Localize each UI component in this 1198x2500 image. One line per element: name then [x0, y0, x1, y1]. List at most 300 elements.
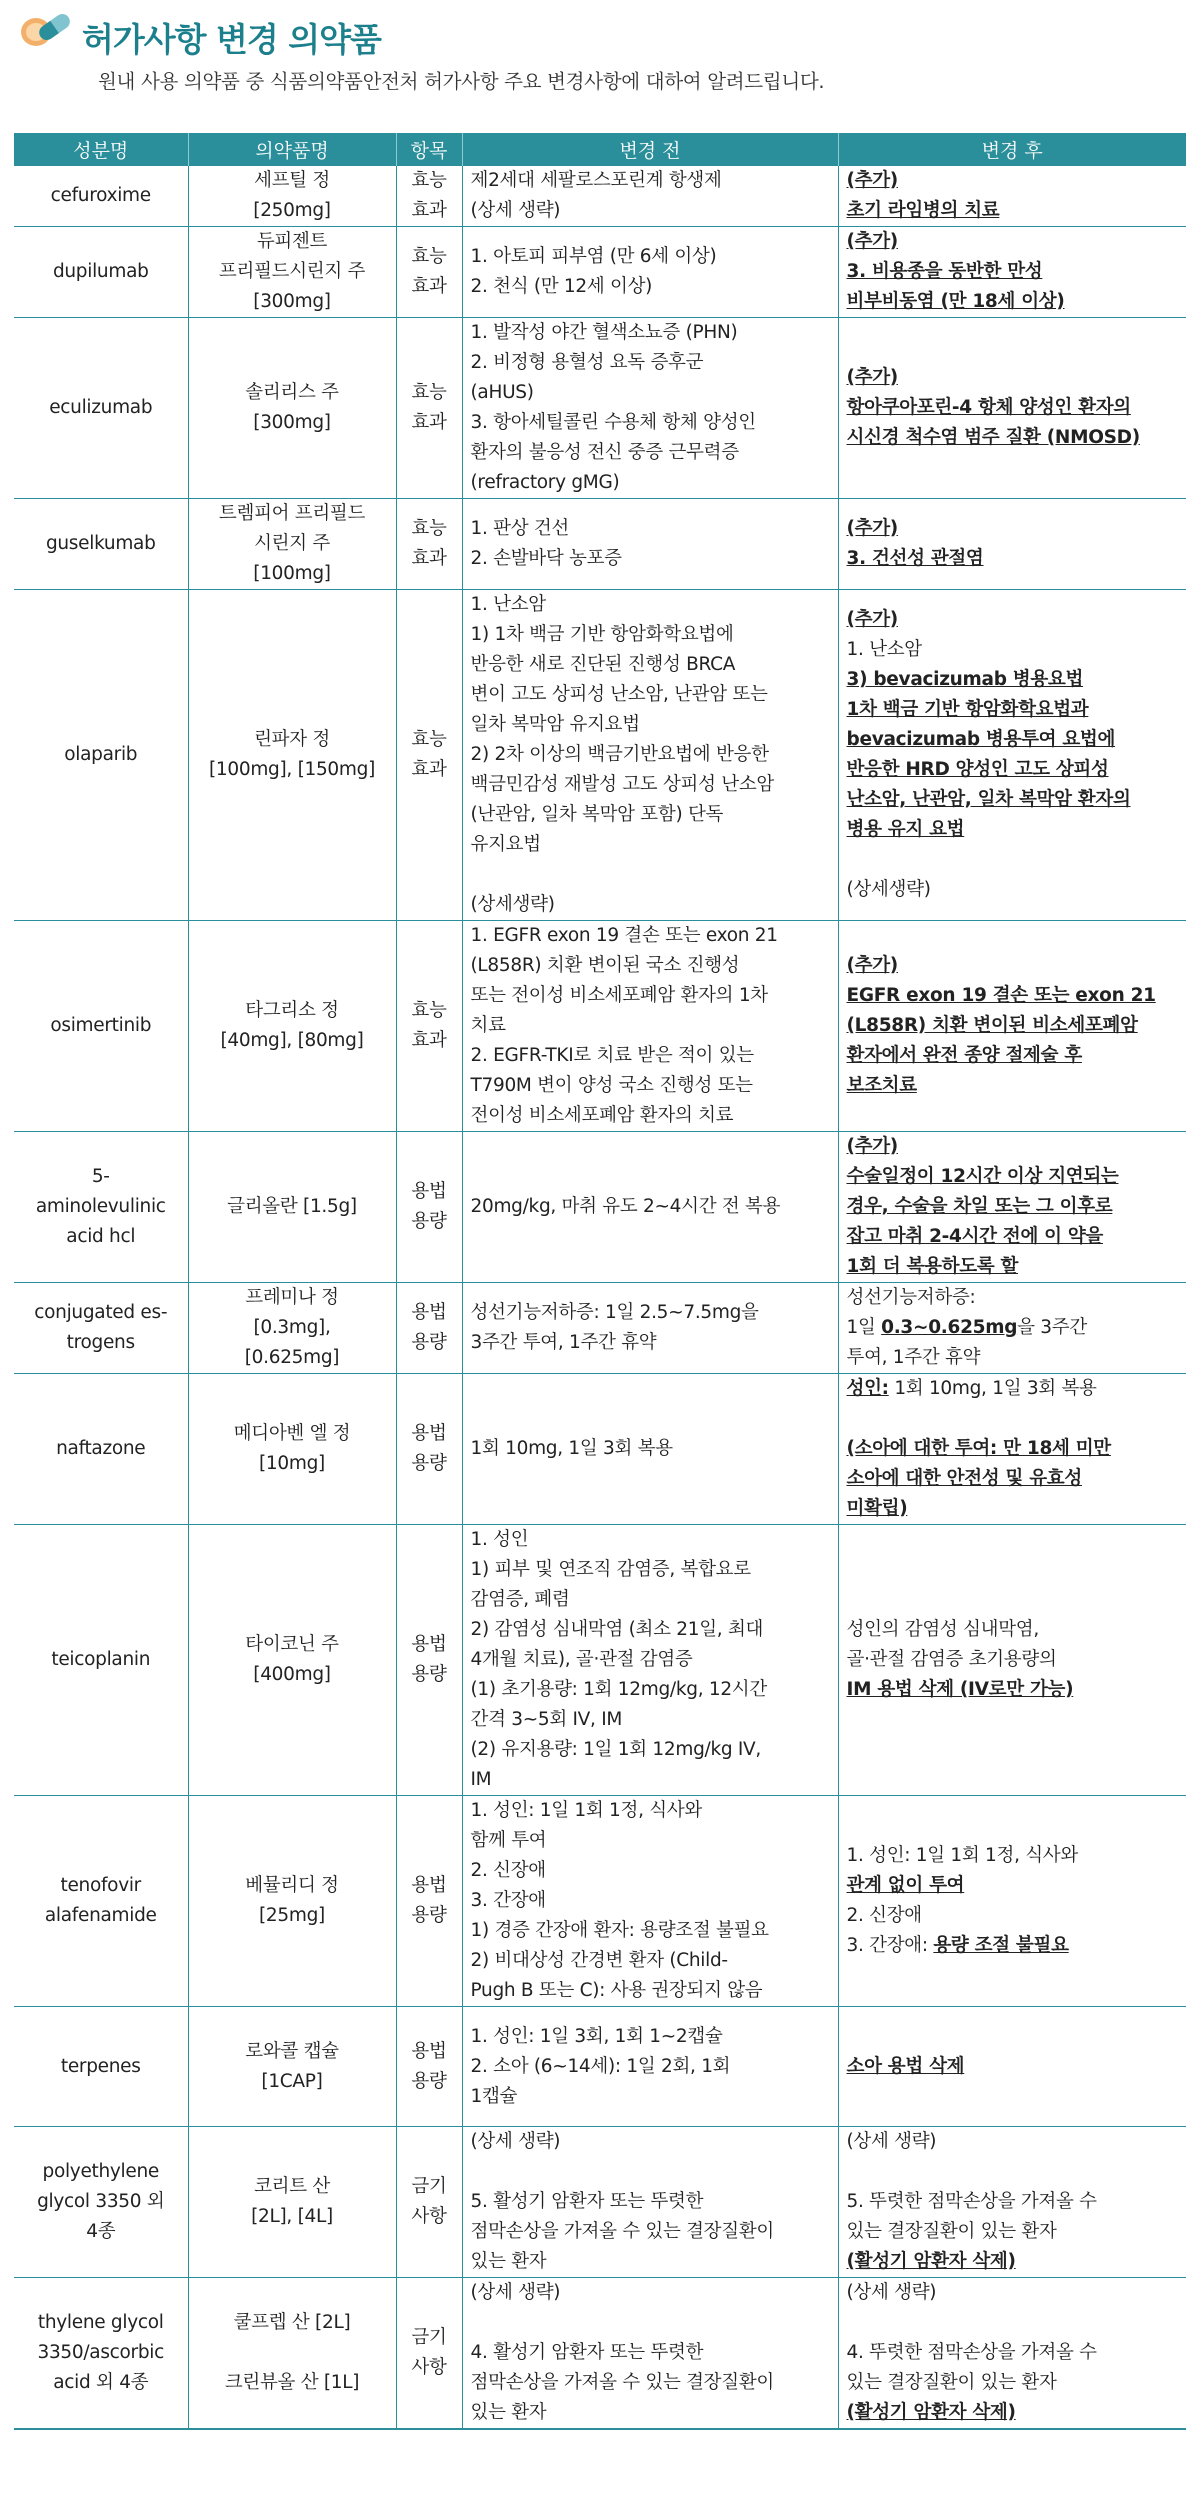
cell-line: 용량	[411, 1905, 447, 1926]
cell-line: (상세 생략)	[846, 2282, 937, 2303]
after-cell	[838, 499, 1186, 590]
cell-line: 점막손상을 가져올 수 있는 결장질환이	[470, 2221, 774, 2242]
cell-line: [40mg], [80mg]	[220, 1030, 364, 1051]
cell-line: 5. 뚜렷한 점막손상을 가져올 수	[846, 2191, 1097, 2212]
after-cell	[838, 1132, 1186, 1283]
ingredient-cell	[14, 1374, 188, 1525]
cell-line: [300mg]	[253, 291, 331, 312]
cell-line: 용법	[411, 1302, 447, 1323]
after-cell	[838, 227, 1186, 318]
before-cell	[462, 1374, 838, 1525]
ingredient-cell	[14, 1132, 188, 1283]
cell-line: 골·관절 감염증 초기용량의	[846, 1649, 1057, 1670]
cell-line	[847, 1841, 1179, 1871]
cell-line: 메디아벤 엘 정	[233, 1423, 351, 1444]
cell-line: osimertinib	[50, 1015, 152, 1036]
item-cell	[396, 499, 462, 590]
cell-line: (1) 초기용량: 1회 12mg/kg, 12시간	[470, 1679, 767, 1700]
cell-line: 환자에서 완전 종양 절제술 후	[846, 1045, 1082, 1066]
cell-line: (상세생략)	[846, 879, 931, 900]
product-cell	[188, 499, 396, 590]
cell-line: [0.625mg]	[244, 1347, 340, 1368]
cell-line: glycol 3350 외	[37, 2191, 165, 2212]
cell-line	[471, 2308, 830, 2338]
cell-line: 효능	[411, 729, 447, 750]
cell-line: 난소암, 난관암, 일차 복막암 환자의	[846, 789, 1131, 810]
cell-line: 용량	[411, 2070, 447, 2092]
cell-line: 린파자 정	[254, 729, 330, 750]
cell-line: conjugated es-	[34, 1302, 168, 1323]
cell-line: IM 용법 삭제 (IV로만 가능)	[846, 1679, 1074, 1700]
cell-line: 3) bevacizumab 병용요법	[846, 669, 1084, 690]
cell-line: 항아쿠아포린-4 항체 양성인 환자의	[846, 397, 1131, 418]
cell-line: 비부비동염 (만 18세 이상)	[846, 291, 1065, 312]
cell-line: 프리필드시린지 주	[218, 261, 366, 282]
after-cell	[838, 2127, 1186, 2278]
cell-line: 베뮬리디 정	[245, 1875, 339, 1896]
cell-line: 1) 경증 간장애 환자: 용량조절 불필요	[470, 1920, 769, 1941]
cell-line	[847, 1464, 1179, 1494]
cell-line: 솔리리스 주	[245, 382, 339, 403]
ingredient-cell	[14, 166, 188, 227]
cell-line: [1CAP]	[261, 2070, 323, 2092]
cell-line: (추가)	[846, 609, 898, 630]
cell-line: 1. 성인: 1일 1회 1정, 식사와	[470, 1800, 702, 1821]
cell-line	[847, 1404, 1179, 1434]
cell-line: 효과	[411, 276, 447, 297]
after-cell	[838, 590, 1186, 921]
cell-line: alafenamide	[44, 1905, 157, 1926]
cell-segment: 3. 간장애:	[846, 1935, 934, 1956]
item-cell	[396, 227, 462, 318]
cell-line: [2L], [4L]	[251, 2206, 333, 2227]
cell-line: 3350/ascorbic	[37, 2342, 165, 2363]
cell-line: 효능	[411, 246, 447, 267]
cell-line: 2. 손발바닥 농포증	[470, 548, 622, 569]
cell-line: polyethylene	[42, 2161, 159, 2182]
table-row	[14, 318, 1186, 499]
cell-line	[471, 860, 830, 890]
cell-line: 1회 더 복용하도록 할	[846, 1256, 1019, 1277]
cell-line: 트렘피어 프리필드	[218, 503, 366, 524]
after-cell	[838, 1525, 1186, 1796]
cell-line: dupilumab	[52, 261, 149, 282]
product-cell	[188, 318, 396, 499]
ingredient-cell	[14, 1283, 188, 1374]
table-row	[14, 1796, 1186, 2007]
cell-line: 효과	[411, 759, 447, 780]
cell-line: 코리트 산	[254, 2176, 330, 2197]
cell-line: 점막손상을 가져올 수 있는 결장질환이	[470, 2372, 774, 2393]
cell-line: 용량	[411, 1332, 447, 1353]
ingredient-cell	[14, 1796, 188, 2007]
cell-line: 1. 성인	[470, 1529, 529, 1550]
change-table	[14, 133, 1186, 2430]
cell-line: acid hcl	[66, 1226, 136, 1247]
product-cell	[188, 1283, 396, 1374]
cell-line: (상세 생략)	[846, 2131, 937, 2152]
cell-line: 1) 1차 백금 기반 항암화학요법에	[470, 624, 734, 645]
cell-line: 2) 비대상성 간경변 환자 (Child-	[470, 1950, 728, 1971]
cell-line: 있는 결장질환이 있는 환자	[846, 2372, 1057, 2393]
product-cell	[188, 1374, 396, 1525]
cell-line: 있는 환자	[470, 2402, 547, 2423]
cell-line: thylene glycol	[37, 2312, 164, 2333]
before-cell	[462, 499, 838, 590]
page-subtitle: 원내 사용 의약품 중 식품의약품안전처 허가사항 주요 변경사항에 대하여 알려드립니다.	[98, 70, 825, 93]
item-cell	[396, 166, 462, 227]
cell-line: 1. 난소암	[470, 594, 546, 615]
cell-line: T790M 변이 양성 국소 진행성 또는	[470, 1075, 753, 1096]
col-header-item: 항목	[396, 133, 462, 166]
cell-line	[197, 2338, 388, 2368]
cell-line: [400mg]	[253, 1664, 331, 1685]
product-cell	[188, 2278, 396, 2430]
item-cell	[396, 1374, 462, 1525]
cell-line: 성인의 감염성 심내막염,	[846, 1619, 1039, 1640]
before-cell	[462, 318, 838, 499]
after-cell	[838, 1283, 1186, 1374]
cell-line: 보조치료	[846, 1075, 917, 1096]
table-row	[14, 2127, 1186, 2278]
cell-segment: 투여, 1주간 휴약	[846, 1347, 981, 1368]
ingredient-cell	[14, 921, 188, 1132]
cell-line: (활성기 암환자 삭제)	[846, 2251, 1016, 2272]
before-cell	[462, 590, 838, 921]
cell-line	[847, 2308, 1179, 2338]
product-cell	[188, 921, 396, 1132]
ingredient-cell	[14, 2278, 188, 2430]
cell-line: 환자의 불응성 전신 중증 근무력증	[470, 442, 739, 463]
cell-segment: 성인:	[846, 1378, 889, 1399]
cell-line: tenofovir	[60, 1875, 141, 1896]
cell-segment: 2. 신장애	[846, 1905, 922, 1926]
pill-capsule-icon	[14, 6, 76, 54]
cell-line: 시신경 척수염 범주 질환 (NMOSD)	[846, 427, 1140, 448]
cell-segment: 관계 없이 투여	[846, 1875, 965, 1896]
cell-line: 글리올란 [1.5g]	[227, 1196, 357, 1217]
cell-line: 용량	[411, 1453, 447, 1474]
item-cell	[396, 1283, 462, 1374]
cell-segment: (소아에 대한 투여: 만 18세 미만	[846, 1438, 1111, 1459]
cell-segment: 0.3~0.625mg	[881, 1317, 1018, 1338]
cell-line: 1. EGFR exon 19 결손 또는 exon 21	[470, 925, 778, 946]
cell-line: 백금민감성 재발성 고도 상피성 난소암	[470, 774, 774, 795]
cell-line: 시린지 주	[254, 533, 330, 554]
table-header-row	[14, 133, 1186, 166]
ingredient-cell	[14, 2007, 188, 2127]
cell-line: 3. 간장애	[470, 1890, 546, 1911]
item-cell	[396, 318, 462, 499]
item-cell	[396, 1525, 462, 1796]
cell-line: Pugh B 또는 C): 사용 권장되지 않음	[470, 1980, 763, 2001]
before-cell	[462, 1132, 838, 1283]
cell-line: (상세 생략)	[470, 2131, 561, 2152]
cell-line: 세프틸 정	[254, 170, 330, 191]
page-title: 허가사항 변경 의약품	[82, 20, 381, 59]
cell-line: 크린뷰올 산 [1L]	[224, 2372, 360, 2393]
cell-line: bevacizumab 병용투여 요법에	[846, 729, 1116, 750]
cell-line: [100mg]	[253, 563, 331, 584]
cell-line	[847, 1313, 1179, 1343]
cell-segment: 소아에 대한 안전성 및 유효성	[846, 1468, 1082, 1489]
ingredient-cell	[14, 2127, 188, 2278]
cell-line: 병용 유지 요법	[846, 819, 965, 840]
cell-line: (L858R) 치환 변이된 비소세포폐암	[846, 1015, 1138, 1036]
cell-line: (난관암, 일차 복막암 포함) 단독	[470, 804, 724, 825]
cell-line	[847, 1283, 1179, 1313]
cell-line	[847, 845, 1179, 875]
cell-line: 치료	[470, 1015, 506, 1036]
cell-line: 쿨프렙 산 [2L]	[233, 2312, 351, 2333]
product-cell	[188, 166, 396, 227]
cell-line: 용법	[411, 1875, 447, 1896]
cell-line: 3. 항아세틸콜린 수용체 항체 양성인	[470, 412, 756, 433]
cell-line: 5. 활성기 암환자 또는 뚜렷한	[470, 2191, 704, 2212]
cell-line: 소아 용법 삭제	[846, 2055, 965, 2077]
cell-line	[847, 1901, 1179, 1931]
cell-line: 4. 뚜렷한 점막손상을 가져올 수	[846, 2342, 1097, 2363]
before-cell	[462, 921, 838, 1132]
item-cell	[396, 590, 462, 921]
cell-line: (추가)	[846, 231, 898, 252]
cell-line	[847, 1931, 1179, 1961]
cell-line	[471, 2157, 830, 2187]
cell-line: [250mg]	[253, 200, 331, 221]
cell-line: 2. 비정형 용혈성 요독 증후군	[470, 352, 704, 373]
table-row	[14, 1132, 1186, 1283]
table-row	[14, 1374, 1186, 1525]
cell-line: olaparib	[64, 744, 138, 765]
ingredient-cell	[14, 318, 188, 499]
cell-line: 금기	[411, 2176, 447, 2197]
ingredient-cell	[14, 590, 188, 921]
table-row	[14, 166, 1186, 227]
ingredient-cell	[14, 227, 188, 318]
cell-line	[847, 2157, 1179, 2187]
cell-line: 1. 난소암	[846, 639, 922, 660]
cell-line: acid 외 4종	[53, 2372, 149, 2393]
cell-line: 함께 투여	[470, 1830, 547, 1851]
cell-line: 1. 성인: 1일 3회, 1회 1~2캡슐	[470, 2025, 723, 2047]
cell-line: 효과	[411, 412, 447, 433]
before-cell	[462, 2007, 838, 2127]
cell-line: 효능	[411, 170, 447, 191]
before-cell	[462, 227, 838, 318]
after-cell	[838, 1374, 1186, 1525]
cell-line: 경우, 수술을 차일 또는 그 이후로	[846, 1196, 1113, 1217]
cell-line: 사항	[411, 2206, 447, 2227]
cell-line: 1. 판상 건선	[470, 518, 569, 539]
after-cell	[838, 2007, 1186, 2127]
cell-line: 용법	[411, 2040, 447, 2062]
cell-line: (상세 생략)	[470, 200, 561, 221]
cell-line: [10mg]	[259, 1453, 325, 1474]
product-cell	[188, 2007, 396, 2127]
cell-line: (활성기 암환자 삭제)	[846, 2402, 1016, 2423]
cell-line: 용법	[411, 1181, 447, 1202]
product-cell	[188, 227, 396, 318]
cell-line: 1캡슐	[470, 2085, 518, 2107]
cell-line: (추가)	[846, 518, 898, 539]
cell-line: 있는 환자	[470, 2251, 547, 2272]
cell-line: 2) 2차 이상의 백금기반요법에 반응한	[470, 744, 769, 765]
cell-line: naftazone	[56, 1438, 146, 1459]
cell-line: (추가)	[846, 367, 898, 388]
cell-line	[847, 1343, 1179, 1373]
cell-line: 반응한 HRD 양성인 고도 상피성	[846, 759, 1109, 780]
cell-line: 타이코닌 주	[245, 1634, 339, 1655]
cell-line: teicoplanin	[51, 1649, 151, 1670]
cell-line: 3. 비용종을 동반한 만성	[846, 261, 1043, 282]
after-cell	[838, 1796, 1186, 2007]
cell-line: [100mg], [150mg]	[209, 759, 375, 780]
col-header-before: 변경 전	[462, 133, 838, 166]
cell-line: [300mg]	[253, 412, 331, 433]
cell-line: (추가)	[846, 1136, 898, 1157]
cell-line: 1차 백금 기반 항암화학요법과	[846, 699, 1089, 720]
cell-line: 잡고 마취 2-4시간 전에 이 약을	[846, 1226, 1104, 1247]
after-cell	[838, 921, 1186, 1132]
cell-line: 4개월 치료), 골·관절 감염증	[470, 1649, 693, 1670]
cell-line: 효과	[411, 1030, 447, 1051]
cell-line: 4종	[86, 2221, 116, 2242]
cell-line: 듀피젠트	[256, 231, 328, 252]
cell-segment: 용량 조절 불필요	[933, 1935, 1069, 1956]
cell-line: 프레미나 정	[245, 1287, 339, 1308]
cell-line: 1. 발작성 야간 혈색소뇨증 (PHN)	[470, 322, 738, 343]
cell-line: 용법	[411, 1634, 447, 1655]
cell-line: 초기 라임병의 치료	[846, 200, 1000, 221]
cell-line: (상세생략)	[470, 894, 555, 915]
cell-line: 수술일정이 12시간 이상 지연되는	[846, 1166, 1119, 1187]
item-cell	[396, 1132, 462, 1283]
cell-line: 용법	[411, 1423, 447, 1444]
cell-line: 있는 결장질환이 있는 환자	[846, 2221, 1057, 2242]
cell-segment: 1일	[846, 1317, 882, 1338]
cell-line: 간격 3~5회 IV, IM	[470, 1709, 623, 1730]
cell-line: 효능	[411, 1000, 447, 1021]
product-cell	[188, 1132, 396, 1283]
cell-line: [0.3mg],	[253, 1317, 331, 1338]
cell-line: 효능	[411, 382, 447, 403]
item-cell	[396, 2007, 462, 2127]
cell-line: 사항	[411, 2357, 447, 2378]
table-row	[14, 2007, 1186, 2127]
cell-line	[847, 1871, 1179, 1901]
cell-line: 용량	[411, 1211, 447, 1232]
cell-line	[847, 1494, 1179, 1524]
cell-line: EGFR exon 19 결손 또는 exon 21	[846, 985, 1156, 1006]
cell-line: 변이 고도 상피성 난소암, 난관암 또는	[470, 684, 768, 705]
table-row	[14, 227, 1186, 318]
after-cell	[838, 166, 1186, 227]
cell-line: 성선기능저하증: 1일 2.5~7.5mg을	[470, 1302, 759, 1323]
cell-line: 3. 건선성 관절염	[846, 548, 984, 569]
cell-line: guselkumab	[45, 533, 156, 554]
header	[0, 0, 1198, 110]
cell-line: 타그리소 정	[245, 1000, 339, 1021]
cell-line: 효과	[411, 548, 447, 569]
product-cell	[188, 2127, 396, 2278]
before-cell	[462, 2278, 838, 2430]
cell-line: 2. 신장애	[470, 1860, 546, 1881]
after-cell	[838, 2278, 1186, 2430]
cell-line: (상세 생략)	[470, 2282, 561, 2303]
table-row	[14, 1525, 1186, 1796]
cell-line	[847, 1434, 1179, 1464]
table-row	[14, 590, 1186, 921]
item-cell	[396, 1796, 462, 2007]
cell-line: 제2세대 세팔로스포린계 항생제	[470, 170, 722, 191]
cell-line: (추가)	[846, 955, 898, 976]
cell-line: 금기	[411, 2327, 447, 2348]
cell-line: (추가)	[846, 170, 898, 191]
cell-line: 2. EGFR-TKI로 치료 받은 적이 있는	[470, 1045, 754, 1066]
col-header-ingredient: 성분명	[14, 133, 188, 166]
item-cell	[396, 921, 462, 1132]
cell-segment: 을 3주간	[1017, 1317, 1087, 1338]
table-row	[14, 499, 1186, 590]
cell-line: (refractory gMG)	[470, 472, 620, 493]
cell-line: 효능	[411, 518, 447, 539]
cell-line: eculizumab	[49, 397, 153, 418]
before-cell	[462, 166, 838, 227]
cell-line: terpenes	[60, 2055, 141, 2077]
product-cell	[188, 1525, 396, 1796]
table-row	[14, 1283, 1186, 1374]
cell-line: 또는 전이성 비소세포폐암 환자의 1차	[470, 985, 768, 1006]
table-body	[14, 166, 1186, 2430]
cell-line: 1회 10mg, 1일 3회 복용	[470, 1438, 673, 1459]
after-cell	[838, 318, 1186, 499]
cell-line: 유지요법	[470, 834, 541, 855]
product-cell	[188, 590, 396, 921]
before-cell	[462, 2127, 838, 2278]
cell-line	[847, 1374, 1179, 1404]
cell-line: (aHUS)	[470, 382, 534, 403]
cell-line: (2) 유지용량: 1일 1회 12mg/kg IV,	[470, 1739, 761, 1760]
cell-segment: 미확립)	[846, 1498, 908, 1519]
cell-line: 4. 활성기 암환자 또는 뚜렷한	[470, 2342, 704, 2363]
cell-line: 2) 감염성 심내막염 (최소 21일, 최대	[470, 1619, 764, 1640]
cell-line: 20mg/kg, 마취 유도 2~4시간 전 복용	[470, 1196, 781, 1217]
cell-line: 일차 복막암 유지요법	[470, 714, 640, 735]
table-row	[14, 2278, 1186, 2430]
cell-line: 전이성 비소세포폐암 환자의 치료	[470, 1105, 734, 1126]
cell-line: 용량	[411, 1664, 447, 1685]
cell-line: 1. 아토피 피부염 (만 6세 이상)	[470, 246, 717, 267]
col-header-after: 변경 후	[838, 133, 1186, 166]
before-cell	[462, 1525, 838, 1796]
ingredient-cell	[14, 499, 188, 590]
cell-line: 3주간 투여, 1주간 휴약	[470, 1332, 657, 1353]
item-cell	[396, 2127, 462, 2278]
cell-line: (L858R) 치환 변이된 국소 진행성	[470, 955, 740, 976]
col-header-product: 의약품명	[188, 133, 396, 166]
product-cell	[188, 1796, 396, 2007]
before-cell	[462, 1796, 838, 2007]
cell-line: 반응한 새로 진단된 진행성 BRCA	[470, 654, 736, 675]
cell-line: 5-	[91, 1166, 110, 1187]
cell-line: 감염증, 폐렴	[470, 1589, 570, 1610]
cell-line: 효과	[411, 200, 447, 221]
cell-line: 로와콜 캡슐	[245, 2040, 339, 2062]
cell-segment: 성선기능저하증:	[846, 1287, 976, 1308]
cell-segment: 1. 성인: 1일 1회 1정, 식사와	[846, 1845, 1078, 1866]
cell-segment: 1회 10mg, 1일 3회 복용	[888, 1378, 1097, 1399]
cell-line: aminolevulinic	[35, 1196, 166, 1217]
